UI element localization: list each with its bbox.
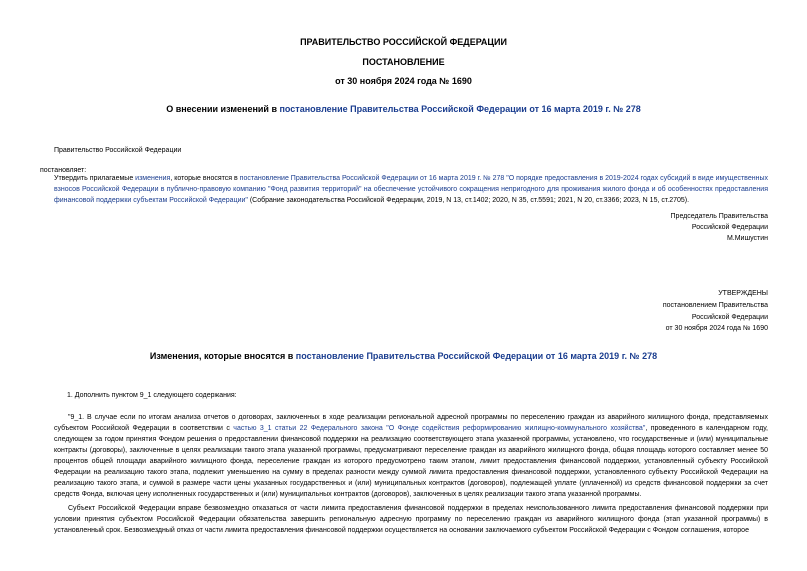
signature-country: Российской Федерации	[691, 224, 768, 231]
changes-title	[0, 351, 807, 361]
approved-by: постановлением Правительства	[662, 302, 768, 309]
signature-title: Председатель Правительства	[670, 213, 768, 220]
item-1: 1. Дополнить пунктом 9_1 следующего содержания:	[67, 392, 237, 399]
government-heading: ПРАВИТЕЛЬСТВО РОССИЙСКОЙ ФЕДЕРАЦИИ	[300, 37, 507, 47]
decree-278-link[interactable]: постановление Правительства Российской Федерации от 16 марта 2019 г. № 278 "О порядке предоставления в 2019-2024 годах субсидий в виде имущественных взносов Российской Федерации в публично-правовую компанию "Фонд развития территорий" на обеспечение устойчивого сокращения непригодного для проживания жилого фонда и об особенностях предоставления финансовой поддержки субъектам Российской Федерации"	[54, 175, 768, 204]
changes-title-link[interactable]: постановление Правительства Российской Федерации от 16 марта 2019 г. № 278	[295, 351, 658, 361]
refusal-paragraph: Субъект Российской Федерации вправе безвозмездно отказаться от части лимита предоставления финансовой поддержки в пределах неиспользованного лимита предоставления финансовой поддержки при условии принятия субъектом Российской Федерации обязательства завершить региональную адресную программу по переселению граждан из аварийного жилищного фонда (этап указанной программы) в установленный срок. Безвозмездный отказ от части лимита предоставления финансовой поддержки осуществляется на основании заключаемого субъектом Российской Федерации с Фондом соглашения, которое	[54, 505, 768, 534]
government-name: Правительство Российской Федерации	[54, 147, 182, 154]
title-prefix: О внесении изменений в	[166, 104, 280, 114]
document-date-number: от 30 ноября 2024 года № 1690	[335, 76, 472, 86]
quoted-paragraph-9-1: "9_1. В случае если по итогам анализа отчетов о договорах, заключенных в ходе реализации региональной адресной программы по переселению граждан из аварийного жилищного фонда, представляемых субъектом Российской Федерации в соответствии с частью 3_1 статьи 22 Федерального закона "О Фонде содействия реформированию жилищно-коммунального хозяйства", проведенного в календарном году, следующем за годом принятия Фондом решения о предоставлении финансовой поддержки на реализацию соответствующего этапа указанной программы, установлено, что государственные и (или) муниципальные контракты (договоры), заключенные в целях реализации такого этапа указанной программы, предусматривают переселение граждан из аварийного жилищного фонда, общая площадь которого составляет менее 50 процентов общей площади аварийного жилищного фонда, переселение граждан из которого предусмотрено таким этапом, лимит предоставления финансовой поддержки, установленный субъекту Российской Федерации на реализацию такого этапа, подлежит уменьшению на сумму в пределах разности между суммой лимита предоставления финансовой поддержки, установленного субъекту Российской Федерации на реализацию такого этапа, и суммой в размере части цены указанных государственных и (или) муниципальных контрактов (договоров), подлежащей уплате (уплаченной) из средств финансовой поддержки за счет средств Фонда, включая цену исполненных государственных и (или) муниципальных контрактов (договоров), заключенных в целях реализации такого этапа указанной программы.	[54, 414, 768, 498]
document-title	[0, 104, 807, 114]
decrees-label: постановляет:	[40, 167, 87, 174]
signature-name: М.Мишустин	[726, 235, 768, 242]
changes-link[interactable]: изменения	[135, 175, 171, 182]
changes-title-prefix: Изменения, которые вносятся в	[149, 351, 296, 361]
approve-paragraph: Утвердить прилагаемые изменения, которые вносятся в постановление Правительства Российской Федерации от 16 марта 2019 г. № 278 "О порядке предоставления в 2019-2024 годах субсидий в виде имущественных взносов Российской Федерации в публично-правовую компанию "Фонд развития территорий" на обеспечение устойчивого сокращения непригодного для проживания жилого фонда и об особенностях предоставления финансовой поддержки субъектам Российской Федерации" (Собрание законодательства Российской Федерации, 2019, N 13, ст.1402; 2020, N 35, ст.5591; 2021, N 20, ст.3366; 2023, N 15, ст.2705).	[54, 175, 768, 204]
title-link[interactable]: постановление Правительства Российской Федерации от 16 марта 2019 г. № 278	[279, 104, 641, 114]
approved-heading: УТВЕРЖДЕНЫ	[718, 290, 768, 297]
approved-date: от 30 ноября 2024 года № 1690	[665, 325, 768, 332]
approved-country: Российской Федерации	[691, 314, 768, 321]
document-type: ПОСТАНОВЛЕНИЕ	[362, 57, 445, 67]
federal-law-link[interactable]: частью 3_1 статьи 22 Федерального закона "О Фонде содействия реформированию жилищно-коммунального хозяйства"	[233, 425, 646, 432]
